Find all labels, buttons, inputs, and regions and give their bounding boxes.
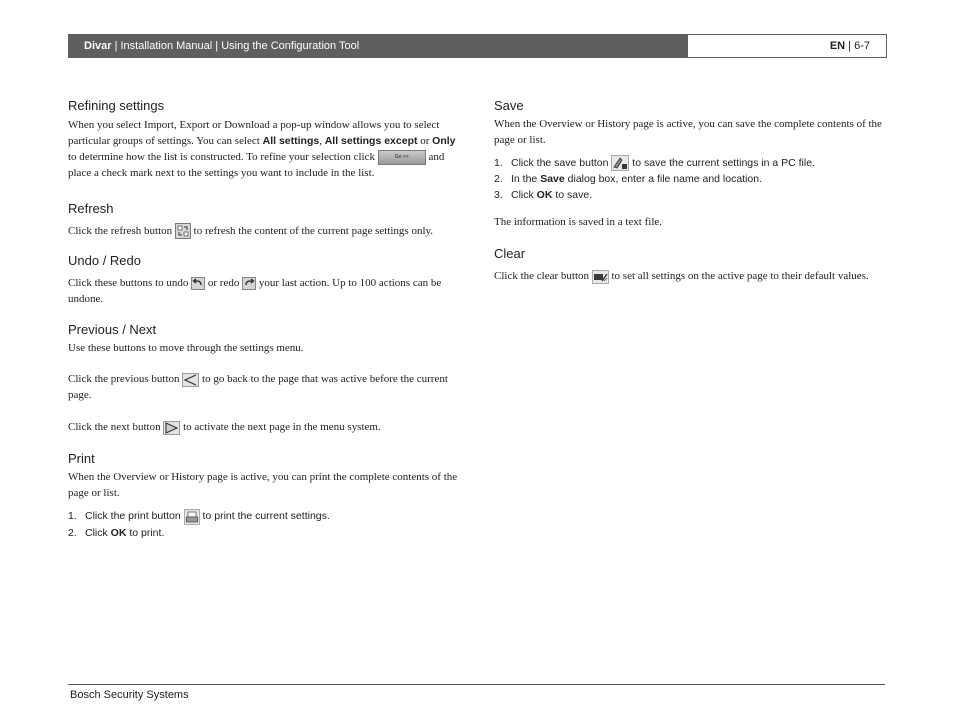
text: In the	[511, 173, 541, 186]
section-body	[68, 223, 460, 239]
print-steps	[68, 508, 460, 540]
text: to activate the next page in the menu system.	[180, 421, 381, 434]
text: Click	[85, 526, 111, 539]
section-title: Refresh	[68, 201, 114, 216]
section-body	[68, 275, 460, 307]
section-refining-settings	[68, 98, 460, 181]
section-save	[494, 98, 886, 230]
section-title: Print	[68, 451, 95, 467]
section-title: Save	[494, 98, 524, 113]
text: to print the current settings.	[199, 510, 330, 523]
text: Click the next button	[68, 421, 164, 434]
text: to save.	[552, 189, 593, 202]
text: to determine how the list is constructed. To refine your selection click	[68, 151, 378, 163]
clear-icon	[592, 270, 609, 284]
section-title: Undo / Redo	[68, 253, 141, 269]
text: Click these buttons to undo	[68, 277, 192, 290]
text: ,	[319, 135, 325, 147]
text: When you select Import, Export or Download a pop-up window allows you to select particular groups of settings. You can select	[68, 119, 440, 147]
go-button: Go >>	[378, 150, 426, 165]
keyword-all-settings-except: All settings except	[324, 135, 418, 147]
text: Click the print button	[85, 510, 184, 523]
keyword-save: Save	[540, 173, 565, 186]
step-number: 2.	[68, 526, 77, 539]
undo-icon	[191, 277, 205, 290]
section-intro: Use these buttons to move through the settings menu.	[68, 342, 304, 355]
text: Click	[511, 189, 537, 202]
text: Click the save button	[511, 157, 612, 169]
text: your last action. Up to 100 actions can be undone.	[68, 277, 442, 306]
section-print	[68, 451, 460, 540]
next-paragraph	[68, 419, 460, 435]
section-outro: The information is saved in a text file.	[494, 216, 663, 229]
section-clear	[494, 246, 886, 284]
header-title-bar	[68, 34, 687, 58]
footer-divider	[68, 684, 885, 685]
previous-icon	[182, 373, 199, 387]
header-page-info	[687, 34, 887, 58]
section-body	[494, 268, 886, 284]
right-column	[494, 98, 886, 284]
keyword-ok: OK	[536, 189, 553, 202]
next-icon	[163, 421, 180, 435]
text: and place a check mark next to the settings you want to include in the list.	[68, 151, 445, 179]
section-title: Previous / Next	[68, 322, 157, 338]
previous-paragraph	[68, 371, 460, 403]
list-item	[68, 525, 460, 541]
text: to go back to the page that was active before the current page.	[68, 373, 448, 402]
header-page-number: | 6-7	[845, 40, 870, 52]
section-refresh	[68, 201, 460, 239]
page-header	[68, 34, 885, 58]
save-steps	[494, 155, 886, 203]
keyword-all-settings: All settings	[262, 135, 320, 147]
list-item	[494, 187, 886, 203]
header-brand: Divar	[84, 40, 112, 52]
section-title: Refining settings	[68, 98, 165, 113]
section-undo-redo	[68, 253, 460, 307]
refresh-icon	[175, 223, 191, 239]
keyword-only: Only	[432, 135, 456, 147]
section-title: Clear	[494, 246, 526, 262]
step-number: 1.	[494, 157, 503, 169]
section-intro: When the Overview or History page is active, you can save the complete contents of the page or list.	[494, 118, 882, 146]
list-item	[68, 508, 460, 524]
section-previous-next	[68, 322, 460, 435]
text: to save the current settings in a PC file.	[629, 157, 815, 169]
section-body	[68, 117, 460, 181]
text: or redo	[205, 277, 243, 290]
text: Click the refresh button	[68, 225, 175, 237]
footer-company: Bosch Security Systems	[70, 689, 189, 701]
section-intro: When the Overview or History page is active, you can print the complete contents of the page or list.	[68, 471, 458, 500]
list-item	[494, 171, 886, 187]
header-language: EN	[829, 40, 846, 52]
text: to set all settings on the active page to their default values.	[608, 270, 869, 283]
list-item	[494, 155, 886, 171]
text: dialog box, enter a file name and location.	[564, 173, 763, 186]
text: to refresh the content of the current page settings only.	[190, 225, 434, 237]
text: to print.	[126, 526, 165, 539]
text: or	[417, 135, 433, 147]
redo-icon	[242, 277, 256, 290]
step-number: 3.	[494, 189, 503, 202]
left-column	[68, 98, 460, 541]
header-breadcrumb: | Installation Manual | Using the Configuration Tool	[111, 40, 360, 52]
save-icon	[611, 155, 629, 171]
text: Click the previous button	[68, 373, 183, 386]
keyword-ok: OK	[110, 526, 127, 539]
print-icon	[184, 509, 200, 525]
text: Click the clear button	[494, 270, 592, 283]
step-number: 2.	[494, 173, 503, 186]
step-number: 1.	[68, 510, 77, 523]
